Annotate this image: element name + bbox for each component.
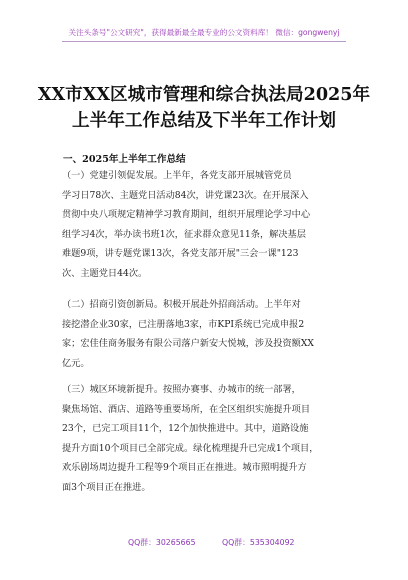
title-line-1: XX市XX区城市管理和综合执法局2025年 (37, 84, 371, 105)
paragraph-line: （二）招商引资创新局。积极开展赴外招商活动。上半年对 (62, 299, 301, 310)
document-title (0, 82, 408, 134)
paragraph-line: 次、主题党日44次。 (62, 267, 148, 279)
paragraph-line: （一）党建引领促发展。上半年，各党支部开展城管党员 (62, 170, 292, 181)
paragraph-line: 面3个项目正在推进。 (62, 481, 151, 493)
title-line-2: 上半年工作总结及下半年工作计划 (72, 110, 336, 131)
header-divider (62, 41, 346, 42)
paragraph-line: 接挖潜企业30家，已注册落地3家，市KPI系统已完成申报2 (62, 318, 305, 330)
paragraph-line: 贯彻中央八项规定精神学习教育期间，组织开展理论学习中心 (62, 209, 311, 221)
paragraph-line: 23个，已完工项目11个，12个加快推进中。其中，道路设施 (62, 423, 309, 435)
paragraph-line: 提升方面10个项目已全部完成。绿化梳理提升已完成1个项目， (62, 442, 319, 454)
footer-qq-group-2: QQ群：535304092 (222, 538, 295, 547)
paragraph-environment (62, 380, 344, 498)
paragraph-line: 学习日78次、主题党日活动84次，讲党课23次。在开展深入 (62, 189, 309, 201)
paragraph-line: 难题9项，讲专题党课13次，各党支部开展"三会一课"123 (62, 248, 299, 260)
paragraph-line: 欢乐剧场周边提升工程等9个项目正在推进。城市照明提升方 (62, 462, 307, 474)
paragraph-line: 组学习4次，举办读书班1次，征求群众意见11条，解决基层 (62, 228, 306, 240)
paragraph-line: （三）城区环境新提升。按照办赛事、办城市的统一部署， (62, 384, 301, 395)
paragraph-line: 亿元。 (62, 357, 90, 369)
paragraph-party-building (62, 166, 344, 284)
paragraph-line: 家；宏佳佳商务服务有限公司落户新安大悦城，涉及投资额XX (62, 338, 314, 350)
paragraph-line: 聚焦场馆、酒店、道路等重要场所，在全区组织实施提升项目 (62, 403, 311, 415)
section-heading: 一、2025年上半年工作总结 (63, 154, 186, 165)
footer-qq-group-1: QQ群：30265665 (128, 538, 196, 547)
paragraph-investment (62, 295, 344, 373)
header-banner: 关注头条号"公文研究"，获得最新最全最专业的公文资料库！ 微信：gongwenyj (68, 28, 340, 37)
